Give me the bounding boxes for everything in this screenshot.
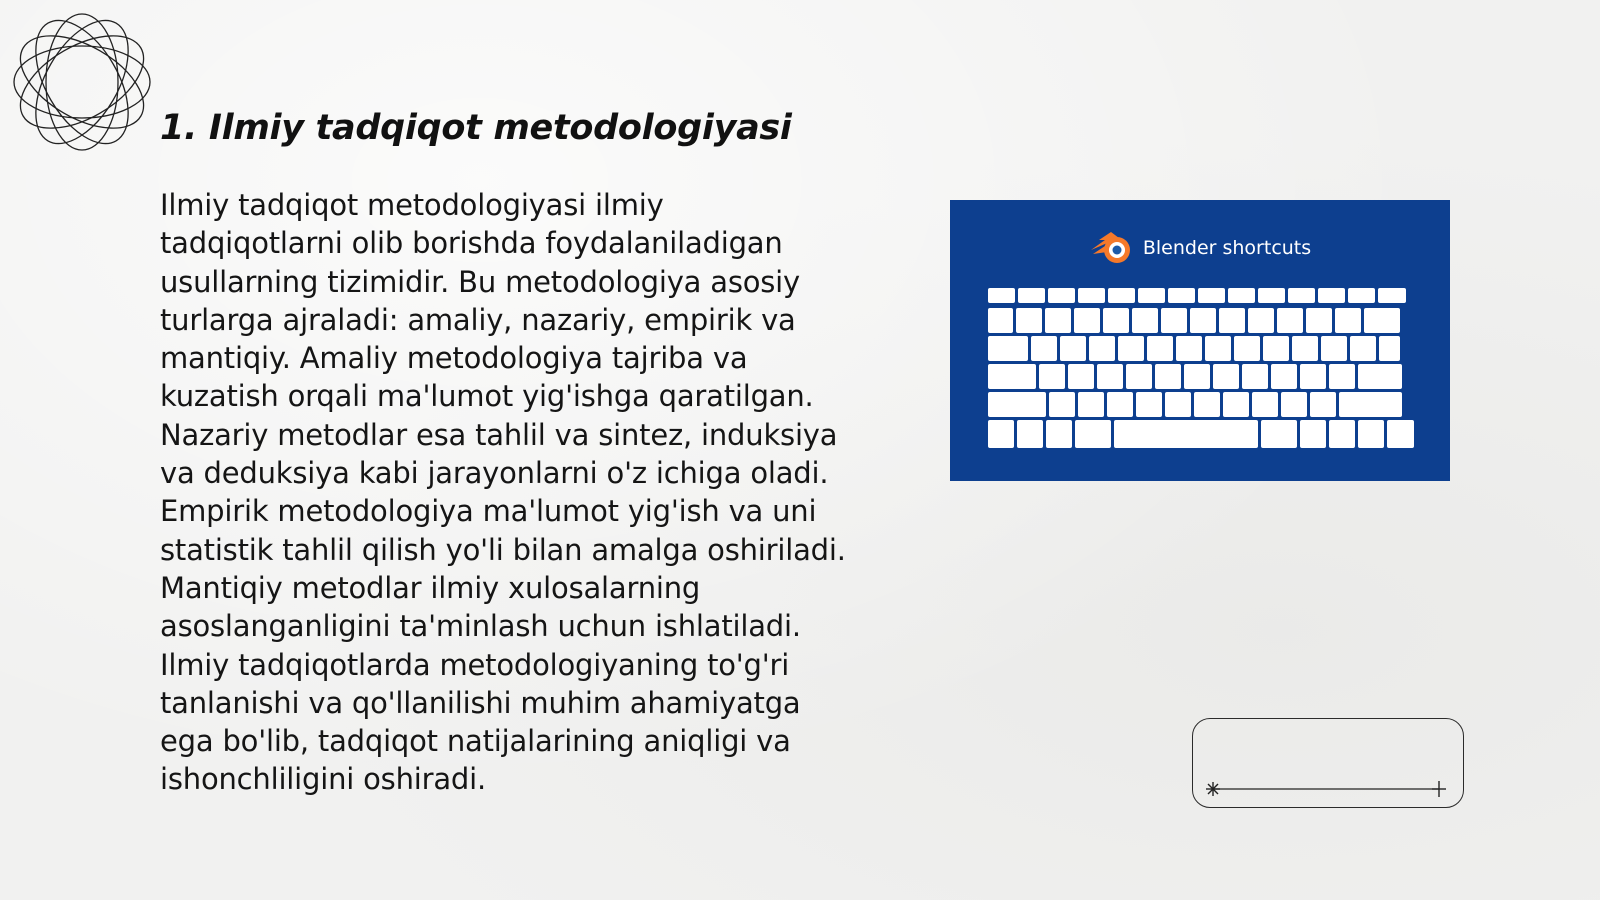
slider-line-icon	[1199, 781, 1457, 797]
blender-shortcuts-image	[950, 200, 1450, 481]
image-caption: Blender shortcuts	[1142, 237, 1312, 259]
slide-body-text: Ilmiy tadqiqot metodologiyasi ilmiy tadqiqotlarni olib borishda foydalaniladigan usullarning tizimidir. Bu metodologiya asosiy turlarga ajraladi: amaliy, nazariy, empirik va mantiqiy. Amaliy metodologiya tajriba va kuzatish orqali ma'lumot yig'ishga qaratilgan. Nazariy metodlar esa tahlil va sintez, induksiya va deduksiya kabi jarayonlarni o'z ichiga oladi. Empirik metodologiya ma'lumot yig'ish va uni statistik tahlil qilish yo'li bilan amalga oshiriladi. Mantiqiy metodlar ilmiy xulosalarning asoslanganligini ta'minlash uchun ishlatiladi. Ilmiy tadqiqotlarda metodologiyaning to'g'ri tanlanishi va qo'llanilishi muhim ahamiyatga ega bo'lib, tadqiqot natijalarining aniqligi va ishonchliligini oshiradi.	[160, 188, 846, 797]
decorative-frame	[1192, 718, 1464, 808]
blender-header	[950, 228, 1450, 268]
keyboard-graphic	[988, 288, 1412, 454]
orbital-rings-icon	[8, 8, 156, 156]
slide-title: 1. Ilmiy tadqiqot metodologiyasi	[160, 108, 792, 148]
blender-logo-icon	[1089, 230, 1135, 266]
